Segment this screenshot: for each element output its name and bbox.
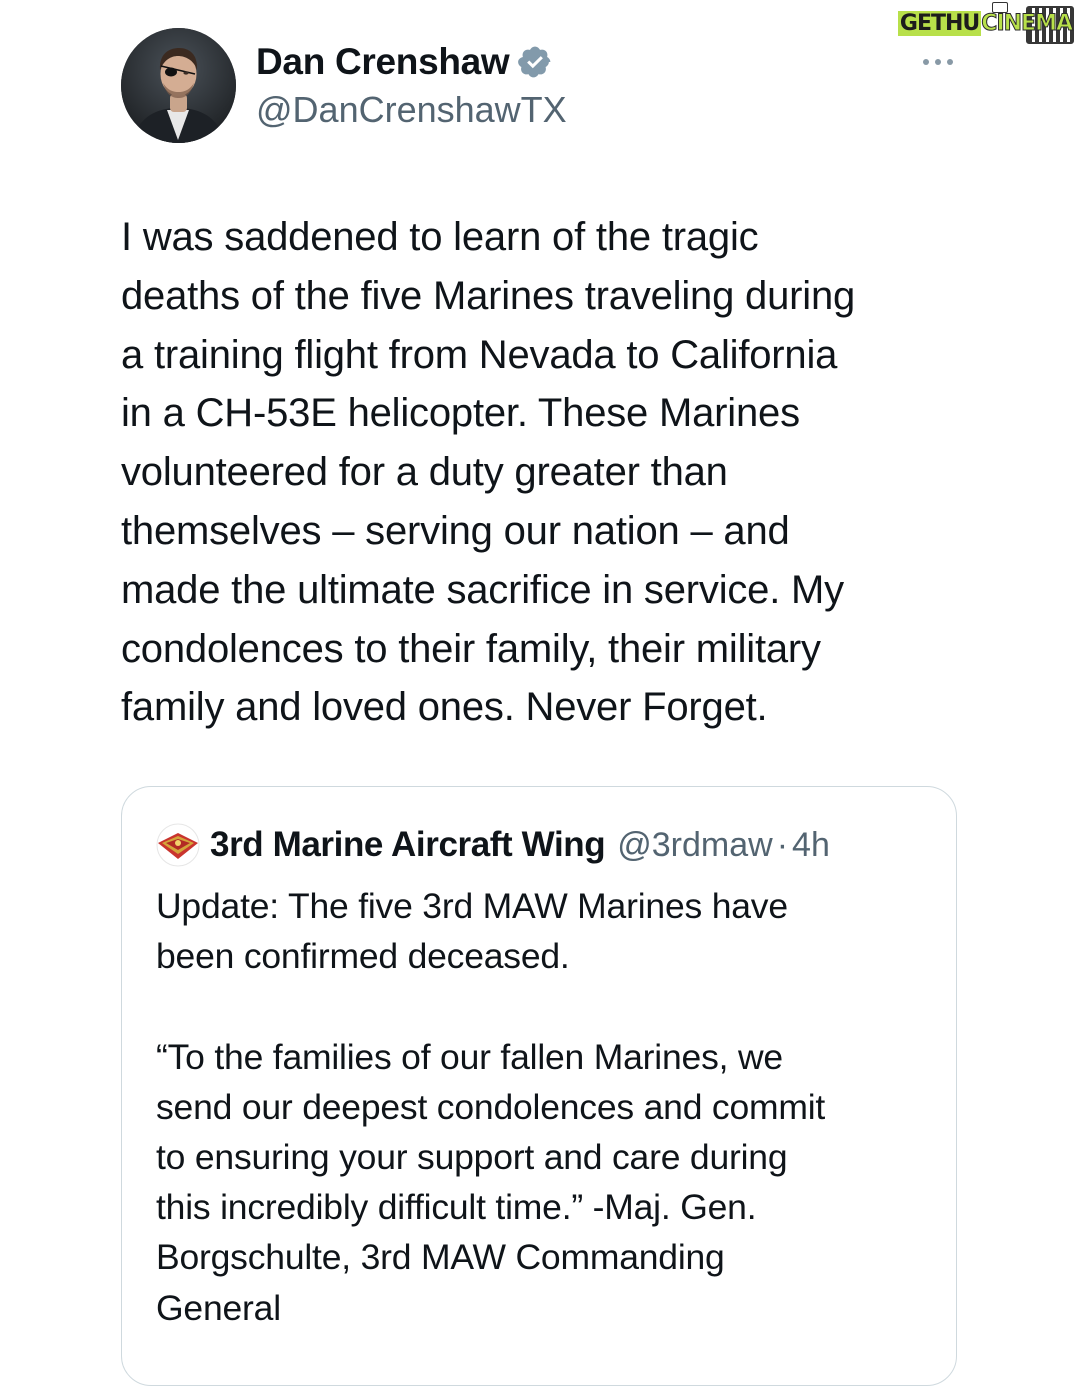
avatar-photo: [121, 28, 236, 143]
marine-wing-logo-icon[interactable]: [156, 823, 200, 867]
author-name-row[interactable]: [256, 40, 553, 84]
quoted-author-handle[interactable]: @3rdmaw: [617, 825, 773, 864]
author-handle[interactable]: @DanCrenshawTX: [256, 89, 567, 130]
more-horizontal-icon[interactable]: [918, 50, 958, 74]
verified-badge-icon: [517, 44, 553, 80]
watermark-text: GETHUCINEMA: [899, 11, 1072, 36]
quoted-author-display-name[interactable]: 3rd Marine Aircraft Wing: [210, 825, 606, 864]
author-display-name[interactable]: Dan Crenshaw: [256, 41, 510, 82]
quoted-tweet-header: [156, 823, 830, 867]
tweet-text: I was saddened to learn of the tragic deaths of the five Marines traveling during a training flight from Nevada to California in a CH-53E helicopter. These Marines volunteered for a duty greater than themselves – serving our nation – and made the ultimate sacrifice in service. My condolences to their family, their military family and loved ones. Never Forget.: [121, 215, 856, 730]
quoted-timestamp[interactable]: 4h: [792, 825, 830, 864]
watermark: [899, 4, 1074, 44]
avatar[interactable]: [121, 28, 236, 143]
quoted-tweet-text: Update: The five 3rd MAW Marines have been confirmed deceased. “To the families of our fallen Marines, we send our deepest condolences and commit to ensuring your support and care during this incredibly difficult time.” -Maj. Gen. Borgschulte, 3rd MAW Commanding General: [156, 886, 826, 1328]
quoted-separator: ·: [776, 825, 789, 864]
quoted-tweet-card[interactable]: [121, 786, 957, 1386]
